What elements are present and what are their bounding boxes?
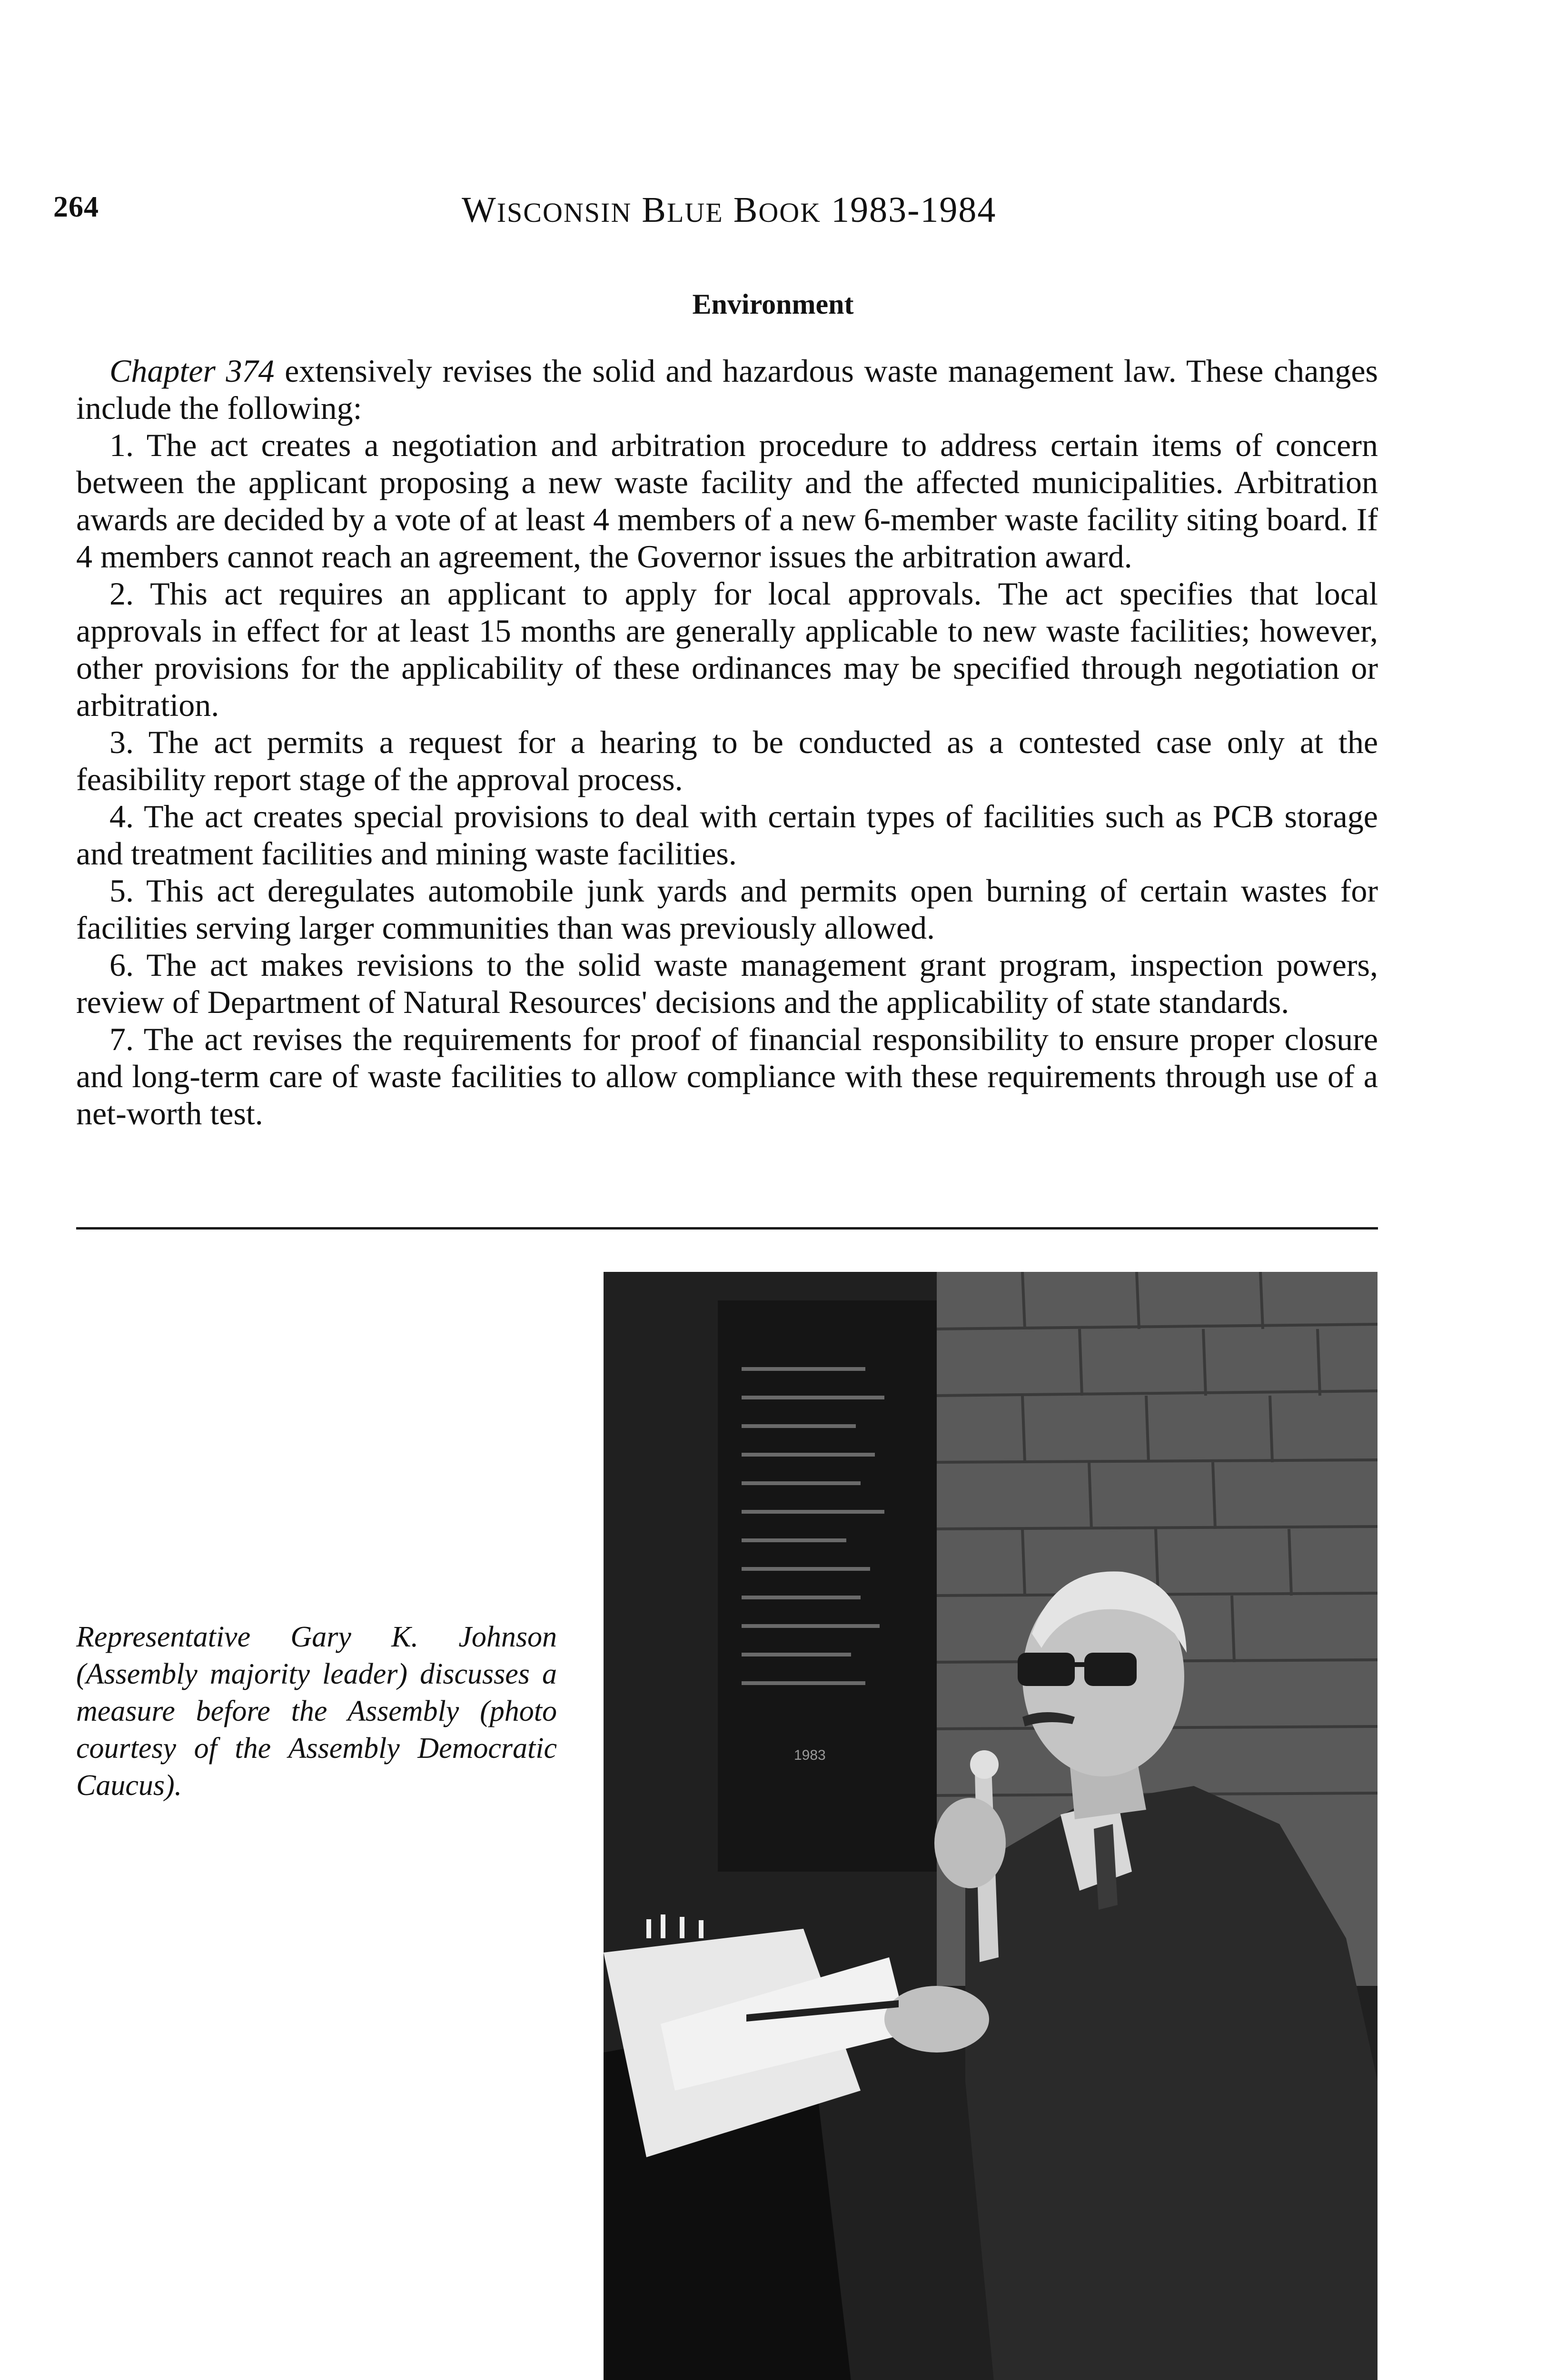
plaque-year: 1983 bbox=[794, 1747, 826, 1763]
page-number: 264 bbox=[53, 191, 99, 223]
horizontal-rule bbox=[76, 1227, 1378, 1230]
photograph-speaker-at-podium bbox=[604, 1272, 1378, 2380]
chapter-reference: Chapter 374 bbox=[109, 353, 275, 389]
body-text bbox=[76, 352, 1378, 1132]
list-item-2: 2. This act requires an applicant to apply for local approvals. The act specifies that local approvals in effect for at least 15 months are generally applicable to new waste facilities; however, other provisions for the applicability of these ordinances may be specified through negotiation or arbitration. bbox=[76, 575, 1378, 723]
photo-caption: Representative Gary K. Johnson (Assembly majority leader) discusses a measure before the Assembly (photo courtesy of the Assembly Democratic Caucus). bbox=[76, 1621, 557, 1802]
list-item-6: 6. The act makes revisions to the solid waste management grant program, inspection powers, review of Department of Natural Resources' decisions and the applicability of state standards. bbox=[76, 947, 1378, 1020]
list-item-5: 5. This act deregulates automobile junk yards and permits open burning of certain wastes for facilities serving larger communities than was previously allowed. bbox=[76, 873, 1378, 946]
list-item-3: 3. The act permits a request for a hearing to be conducted as a contested case only at the feasibility report stage of the approval process. bbox=[76, 724, 1378, 797]
list-item-4: 4. The act creates special provisions to deal with certain types of facilities such as PCB storage and treatment facilities and mining waste facilities. bbox=[76, 798, 1378, 872]
section-title: Environment bbox=[692, 288, 854, 320]
list-item-7: 7. The act revises the requirements for proof of financial responsibility to ensure proper closure and long-term care of waste facilities to allow compliance with these requirements through use of a net-worth test. bbox=[76, 1021, 1378, 1131]
list-item-1: 1. The act creates a negotiation and arbitration procedure to address certain items of concern between the applicant proposing a new waste facility and the affected municipalities. Arbitration awards are decided by a vote of at least 4 members of a new 6-member waste facility siting board. If 4 members cannot reach an agreement, the Governor issues the arbitration award. bbox=[76, 427, 1378, 575]
intro-paragraph bbox=[76, 352, 1378, 426]
intro-text: extensively revises the solid and hazardous waste management law. These changes include the following: bbox=[76, 353, 1378, 426]
running-head: WISCONSIN BLUE BOOK 1983-1984 bbox=[462, 190, 997, 230]
